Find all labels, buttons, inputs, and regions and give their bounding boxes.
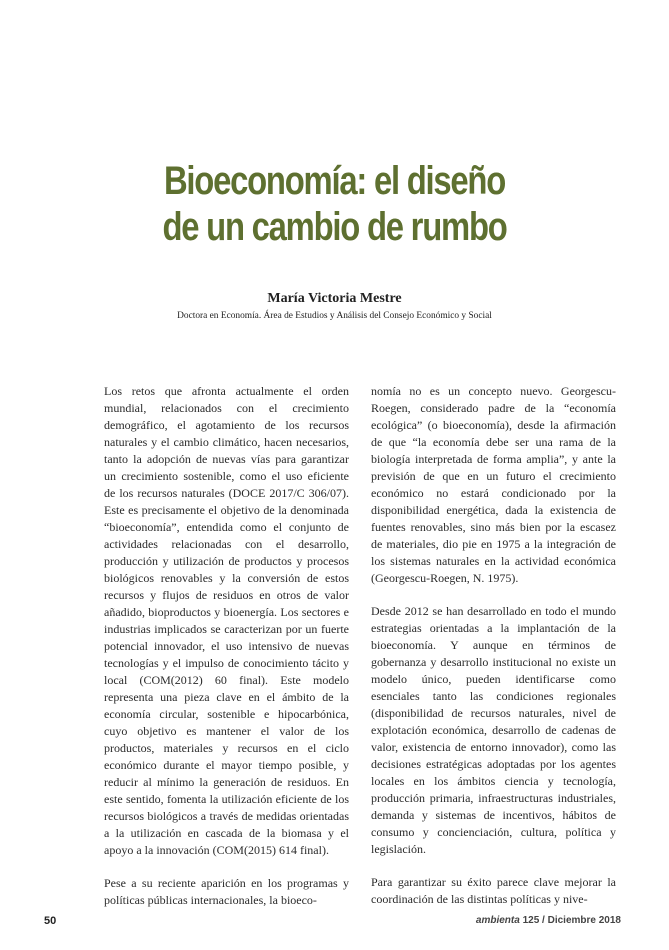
page-number: 50: [44, 915, 57, 927]
body-column-right: [371, 383, 616, 924]
footer-separator: /: [542, 915, 545, 926]
paragraph: Los retos que afronta actualmente el orden mundial, relacionados con el crecimiento demográfico, el agotamiento de los recursos naturales y el cambio climático, hacen necesarios, tanto la adopción de nuevas vías para garantizar un crecimiento sostenible, como el uso eficiente de los recursos naturales (DOCE 2017/C 306/07). Este es precisamente el objetivo de la denominada “bioeconomía”, entendida como el conjunto de actividades relacionadas con el desarrollo, producción y utilización de productos y procesos biológicos renovables y la conversión de estos recursos y flujos de residuos en otros de valor añadido, bioproductos y bioenergía. Los sectores e industrias implicados se caracterizan por un fuerte potencial innovador, el uso intensivo de nuevas tecnologías y el impulso de conocimiento tácito y local (COM(2012) 60 final). Este modelo representa una pieza clave en el ámbito de la economía circular, sostenible e hipocarbónica, cuyo objetivo es mantener el valor de los productos, materiales y recursos en el ciclo económico durante el mayor tiempo posible, y reducir al mínimo la generación de residuos. En este sentido, fomenta la utilización eficiente de los recursos biológicos a través de medidas orientadas a la utilización en cascada de la biomasa y el apoyo a la innovación (COM(2015) 614 final).: [104, 384, 349, 857]
body-column-left: [104, 383, 349, 925]
article-title: [60, 158, 609, 250]
issue-number: 125: [522, 915, 540, 926]
paragraph: Desde 2012 se han desarrollado en todo el mundo estrategias orientadas a la implantación de la bioeconomía. Y aunque en términos de gobernanza y desarrollo institucional no existe un modelo único, pueden identificarse como esenciales tanto las condiciones regionales (disponibilidad de recursos naturales, nivel de explotación económica, desarrollo de cadenas de valor, existencia de entorno innovador), como las decisiones estratégicas adoptadas por los agentes locales en los ámbitos ciencia y tecnología, producción primaria, infraestructuras industriales, demanda y sistemas de incentivos, hábitos de consumo y concienciación, cultura, política y legislación.: [371, 604, 616, 856]
author-affiliation: Doctora en Economía. Área de Estudios y Análisis del Consejo Económico y Social: [177, 311, 492, 321]
issue-date: Diciembre 2018: [547, 915, 621, 926]
article-title-line-2: de un cambio de rumbo: [162, 205, 507, 249]
paragraph: nomía no es un concepto nuevo. Georgescu-Roegen, considerado padre de la “economía ecológica” (o bioeconomía), desde la afirmación de que “la economía debe ser una rama de la biología interpretada de forma amplia”, y ante la previsión de que en un futuro el crecimiento económico no estará condicionado por la disponibilidad energética, dada la existencia de fuentes renovables, sino más bien por la escasez de materiales, dio pie en 1975 a la integración de los sistemas naturales en la actividad económica (Georgescu-Roegen, N. 1975).: [371, 384, 616, 585]
magazine-name: ambienta: [475, 915, 520, 926]
running-footer: [476, 915, 621, 926]
article-title-line-1: Bioeconomía: el diseño: [163, 159, 506, 203]
paragraph: Pese a su reciente aparición en los programas y políticas públicas internacionales, la bioeco-: [104, 876, 349, 907]
paragraph: Para garantizar su éxito parece clave mejorar la coordinación de las distintas políticas y nive-: [371, 875, 616, 906]
author-name: María Victoria Mestre: [267, 291, 402, 306]
